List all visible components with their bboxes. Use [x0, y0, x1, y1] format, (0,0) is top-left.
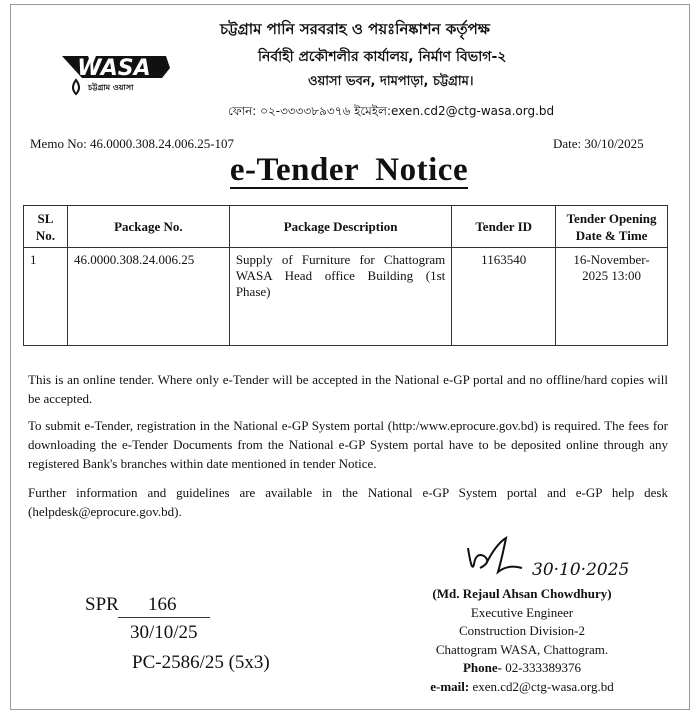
paragraph-registration: To submit e-Tender, registration in the National e-GP System portal (http:/www.eprocure.gov.bd) is required. The fees for downloading the e-Tender Documents from the National e-GP System portal have to be deposited online through any registered Bank's branches within date mentioned in tender Notice. — [28, 418, 668, 471]
spr-number: 166 — [148, 594, 177, 615]
header-office: নির্বাহী প্রকৌশলীর কার্যালয়, নির্মাণ বিভাগ-২ — [258, 49, 507, 65]
signatory-email: e-mail: exen.cd2@ctg-wasa.org.bd — [430, 678, 614, 694]
spr-date: 30/10/25 — [130, 622, 198, 643]
cell-sl: 1 — [24, 248, 68, 346]
cell-package-no: 46.0000.308.24.006.25 — [67, 248, 229, 346]
signatory-designation: Executive Engineer — [470, 604, 574, 620]
paragraph-further-info: Further information and guidelines are available in the National e-GP System portal and e-GP help desk (helpdesk@eprocure.gov.bd). — [28, 485, 668, 519]
col-package-description: Package Description — [229, 206, 451, 248]
paragraph-online-tender: This is an online tender. Where only e-Tender will be accepted in the National e-GP portal and no offline/hard copies will be accepted. — [28, 372, 668, 406]
signatory-name: (Md. Rejaul Ahsan Chowdhury) — [432, 586, 612, 601]
cell-opening-date: 16-November-2025 13:00 — [556, 248, 668, 346]
signatory-phone: Phone- 02-333389376 — [462, 660, 582, 675]
spr-label: SPR — [85, 594, 119, 615]
cell-description: Supply of Furniture for Chattogram WASA Head office Building (1st Phase) — [229, 248, 451, 346]
col-package-no: Package No. — [67, 206, 229, 248]
col-sl: SL No. — [24, 206, 68, 248]
memo-number: Memo No: 46.0000.308.24.006.25-107 — [30, 136, 235, 151]
col-opening-date: Tender Opening Date & Time — [556, 206, 668, 248]
signature-block — [398, 585, 646, 696]
tender-table — [23, 205, 668, 346]
col-tender-id: Tender ID — [452, 206, 556, 248]
signature-date: 30·10·2025 — [532, 560, 630, 580]
table-header-row — [24, 206, 668, 248]
signature-mark — [462, 534, 532, 580]
logo-subtext: চট্টগ্রাম ওয়াসা — [88, 83, 134, 92]
spr-divider — [118, 617, 210, 618]
page-title: e-Tender Notice — [229, 152, 469, 188]
header-address: ওয়াসা ভবন, দামপাড়া, চট্টগ্রাম। — [308, 74, 474, 89]
table-row — [24, 248, 668, 346]
header-org-name: চট্টগ্রাম পানি সরবরাহ ও পয়ঃনিষ্কাশন কর্তৃপক্ষ — [220, 20, 490, 38]
header-contact: ফোন: ০২-৩৩৩৩৮৯৩৭৬ ইমেইল:exen.cd2@ctg-wasa.org.bd — [228, 104, 555, 118]
signatory-division: Construction Division-2 — [458, 623, 586, 638]
signatory-org: Chattogram WASA, Chattogram. — [435, 641, 609, 657]
cell-tender-id: 1163540 — [452, 248, 556, 346]
notice-date: Date: 30/10/2025 — [553, 136, 644, 151]
svg-text:WASA: WASA — [77, 56, 151, 81]
pc-number: PC-2586/25 (5x3) — [132, 652, 270, 673]
